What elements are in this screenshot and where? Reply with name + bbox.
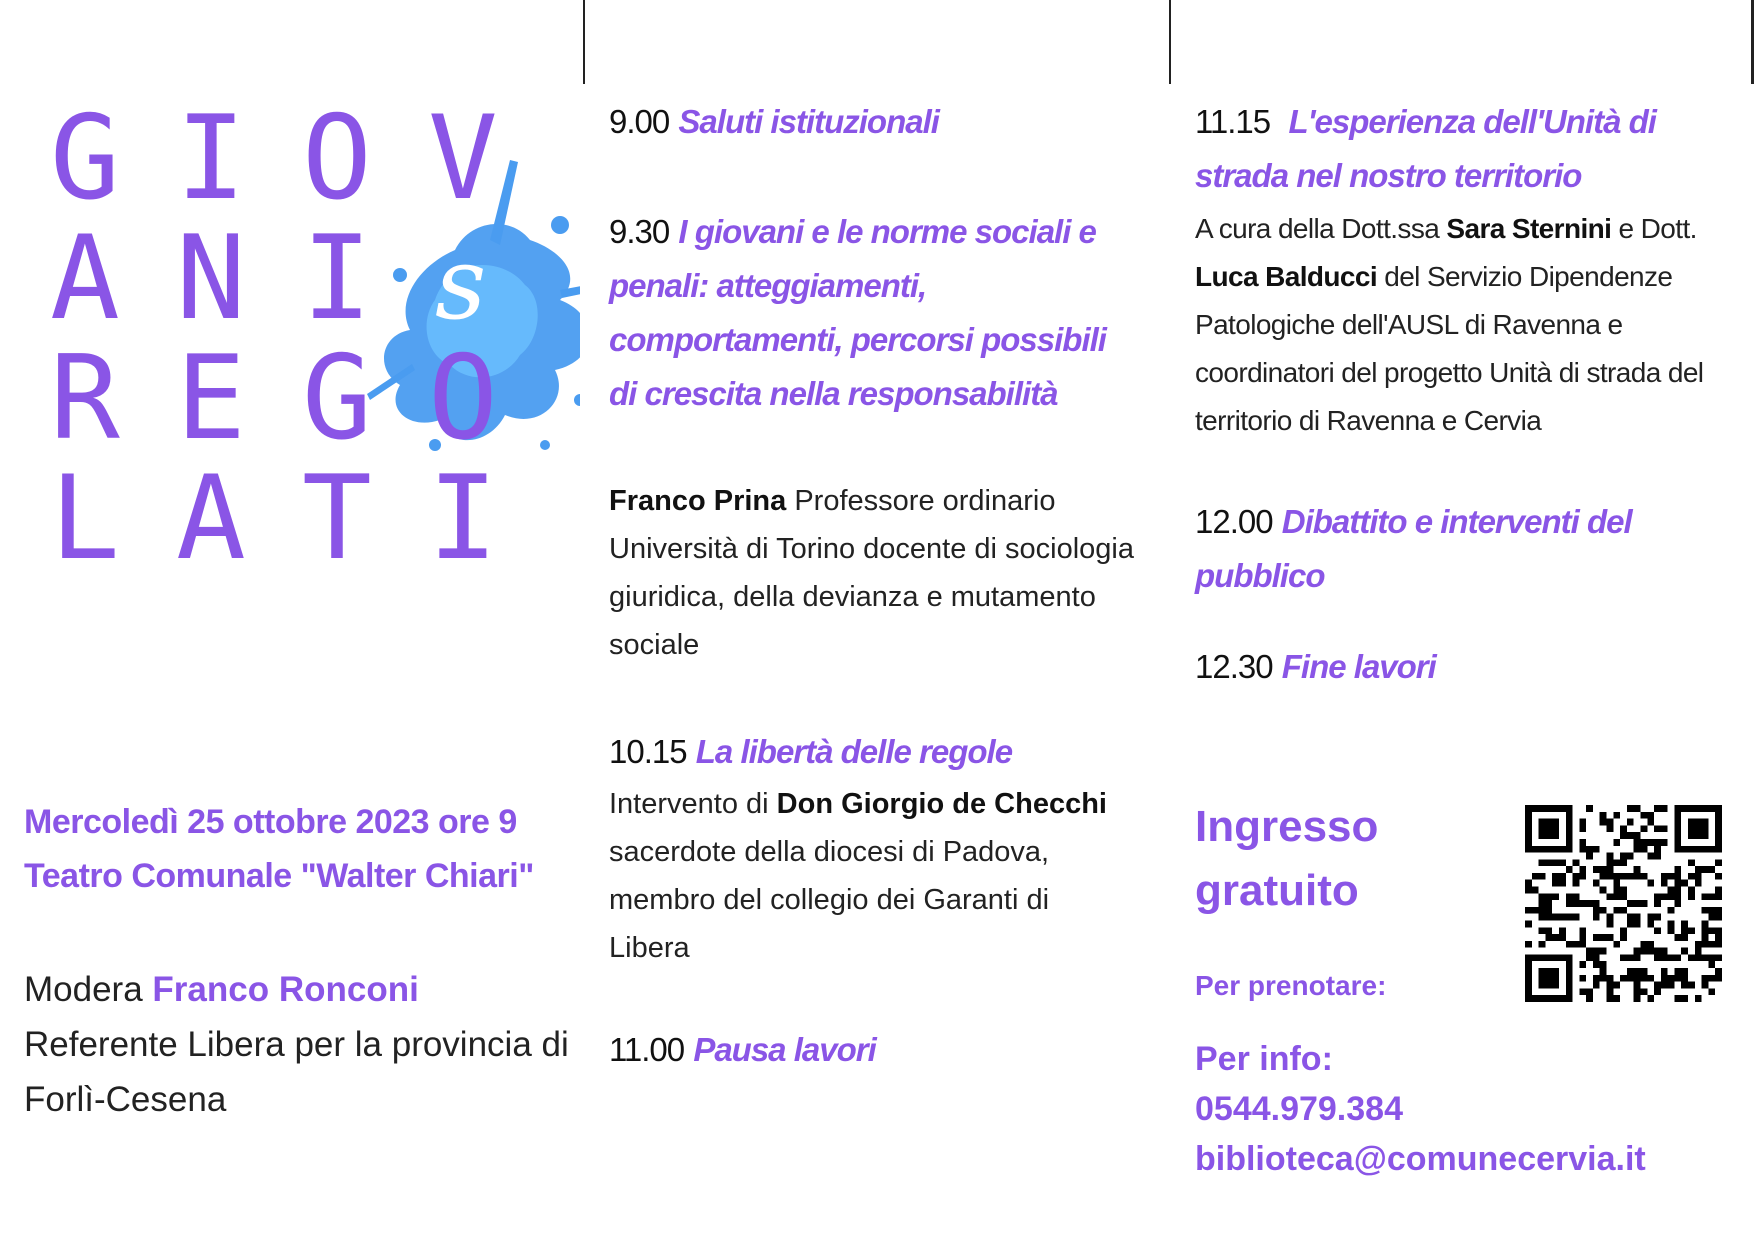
moderator-prefix: Modera <box>24 970 143 1009</box>
phone-number[interactable]: 0544.979.384 <box>1195 1090 1403 1128</box>
speaker-name: Sara Sternini <box>1446 213 1612 244</box>
prenotare-label: Per prenotare: <box>1195 970 1387 1001</box>
schedule-time: 12.30 <box>1195 648 1273 685</box>
schedule-title: I giovani e le norme sociali e penali: atteggiamenti, comportamenti, percorsi possibili di crescita nella responsabilità <box>609 213 1106 412</box>
schedule-item <box>609 205 1129 421</box>
ingresso-gratuito: Ingresso gratuito <box>1195 802 1379 915</box>
logo-letter: I <box>176 100 246 226</box>
schedule-time: 12.00 <box>1195 503 1273 540</box>
logo-letter: T <box>302 451 372 580</box>
logo-letter: G <box>50 100 120 226</box>
logo-letter: I <box>428 451 498 580</box>
speaker-description <box>609 477 1149 669</box>
schedule-title: Fine lavori <box>1281 648 1436 685</box>
qr-code[interactable] <box>1525 805 1722 1002</box>
logo-letter-s: s <box>435 225 487 342</box>
speaker-joiner: e Dott. <box>1618 213 1697 244</box>
speaker-name: Don Giorgio de Checchi <box>776 788 1107 820</box>
event-venue: Teatro Comunale "Walter Chiari" <box>24 857 534 895</box>
speaker-description <box>1195 205 1740 445</box>
schedule-item <box>1195 495 1735 603</box>
logo-letter: A <box>50 211 120 346</box>
moderator-block <box>24 962 584 1127</box>
schedule-item <box>1195 95 1735 203</box>
speaker-name: Franco Prina <box>609 485 787 517</box>
logo-letter: O <box>302 100 372 226</box>
speaker-intro: Intervento di <box>609 788 769 820</box>
event-date: Mercoledì 25 ottobre 2023 ore 9 <box>24 803 517 841</box>
moderator-name: Franco Ronconi <box>152 970 419 1009</box>
schedule-title: Pausa lavori <box>693 1031 876 1068</box>
schedule-time: 10.15 <box>609 733 687 770</box>
schedule-title: L'esperienza dell'Unità di strada nel nostro territorio <box>1195 103 1656 194</box>
logo-letter: L <box>50 451 120 580</box>
schedule-title: Saluti istituzionali <box>678 103 939 140</box>
schedule-item <box>1195 640 1735 694</box>
contact-block <box>1195 1034 1646 1184</box>
schedule-item <box>609 725 1129 779</box>
logo-letter: N <box>176 211 246 346</box>
speaker-bio: del Servizio Dipendenze Patologiche dell'AUSL di Ravenna e coordinatori del progetto Unità di strada del territorio di Ravenna e Cervia <box>1195 261 1704 436</box>
schedule-time: 11.15 <box>1195 103 1271 140</box>
schedule-item <box>609 1023 1129 1077</box>
schedule-title: Dibattito e interventi del pubblico <box>1195 503 1632 594</box>
schedule-time: 9.00 <box>609 103 670 140</box>
speaker-bio: Professore ordinario Università di Torino docente di sociologia giuridica, della devianza e mutamento sociale <box>609 485 1134 661</box>
fold-mark <box>1169 0 1171 84</box>
speaker-bio: sacerdote della diocesi di Padova, membro del collegio dei Garanti di Libera <box>609 836 1050 964</box>
schedule-item <box>609 95 1129 149</box>
logo-letter: E <box>176 331 246 466</box>
logo-letter: I <box>302 211 372 346</box>
schedule-time: 9.30 <box>609 213 670 250</box>
logo-letter: G <box>302 331 372 466</box>
fold-mark <box>1751 0 1754 84</box>
email-link[interactable]: biblioteca@comunecervia.it <box>1195 1140 1646 1178</box>
speaker-description <box>609 780 1129 972</box>
info-label: Per info: <box>1195 1040 1333 1078</box>
speaker-name: Luca Balducci <box>1195 261 1378 292</box>
schedule-time: 11.00 <box>609 1031 685 1068</box>
giovani-sregolati-logo <box>40 100 580 580</box>
moderator-role: Referente Libera per la provincia di Forlì-Cesena <box>24 1025 569 1119</box>
schedule-title: La libertà delle regole <box>695 733 1013 770</box>
logo-letter: O <box>428 331 498 466</box>
logo-letter: V <box>428 100 498 226</box>
logo-letter: A <box>176 451 246 580</box>
speaker-intro: A cura della Dott.ssa <box>1195 213 1440 244</box>
logo-letter: R <box>50 331 120 466</box>
fold-mark <box>583 0 585 84</box>
